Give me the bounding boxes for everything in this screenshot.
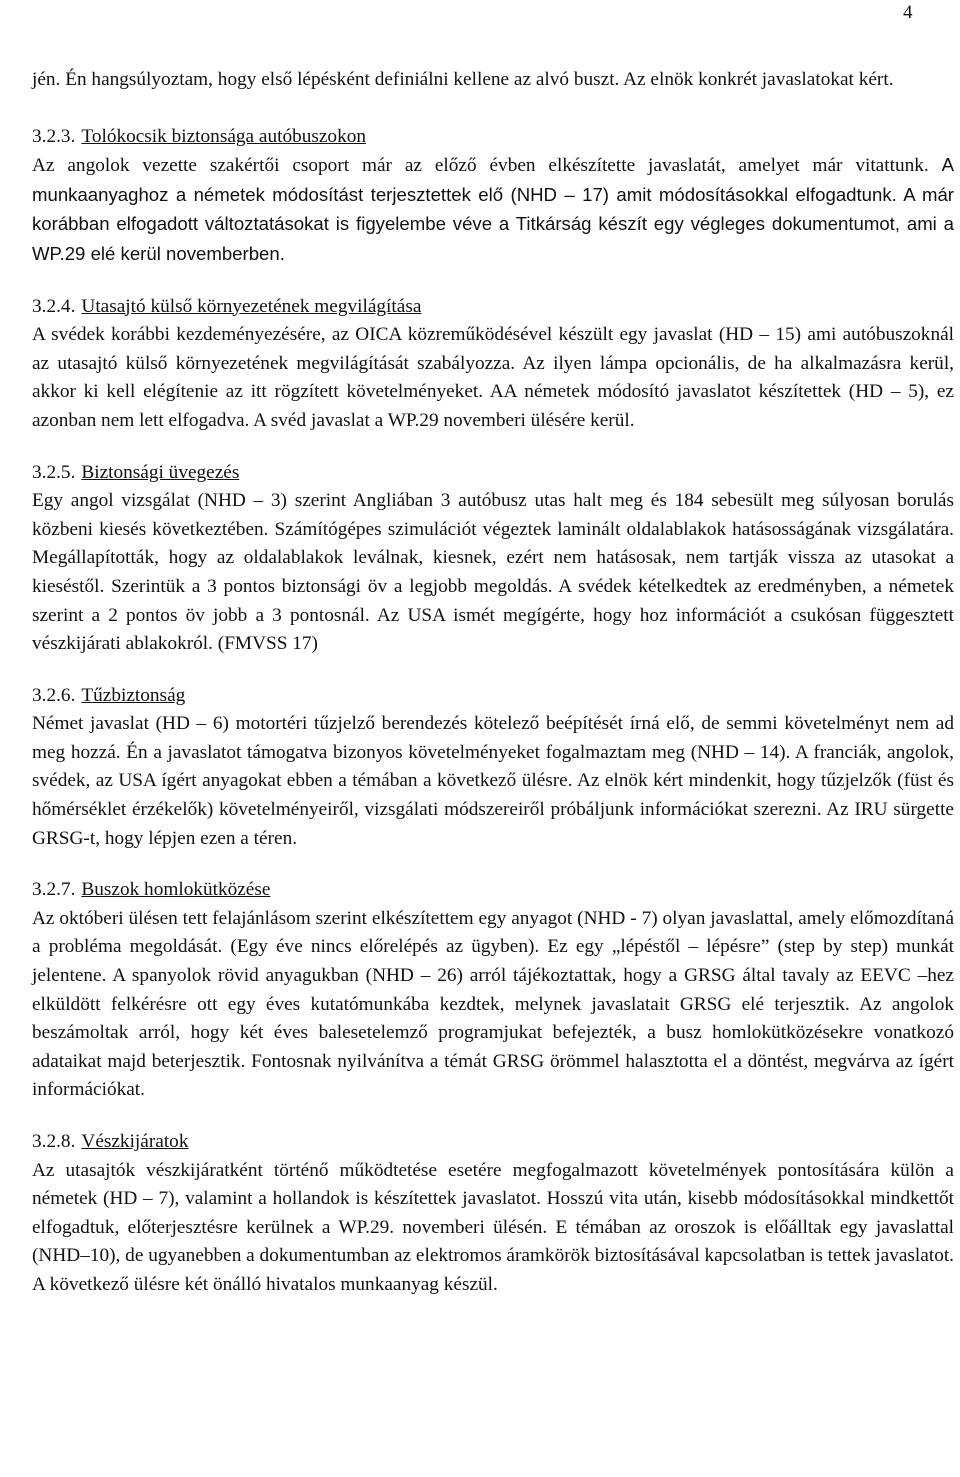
section-3-2-5: [32, 459, 954, 659]
section-paragraph: [32, 151, 954, 269]
section-heading: [32, 293, 954, 322]
page-number: 4: [903, 2, 913, 23]
section-heading: [32, 1128, 954, 1157]
section-3-2-6: [32, 682, 954, 854]
section-3-2-3: [32, 123, 954, 270]
section-body-text: A munkaanyaghoz a németek módosítást terjesztettek elő (NHD – 17) amit módosításokkal elfogadtunk. A már korábban elfogadott változtatásokat is figyelembe véve a Titkárság készít egy végleges dokumentumot, ami a WP.29 elé kerül novemberben.: [32, 154, 954, 264]
section-3-2-7: [32, 876, 954, 1105]
section-3-2-4: [32, 293, 954, 436]
section-paragraph: Az utasajtók vészkijáratként történő működtetése esetére megfogalmazott követelmények pontosítására külön a németek (HD – 7), valamint a hollandok is készítettek javaslatot. Hosszú vita után, kisebb módosításokkal mindkettőt elfogadtuk, előterjesztésre kerülnek a WP.29. novemberi ülésén. E témában az oroszok is előálltak egy javaslattal (NHD–10), de ugyanebben a dokumentumban az elektromos áramkörök biztosításával kapcsolatban is tettek javaslatot. A következő ülésre két önálló hivatalos munkaanyag készül.: [32, 1159, 955, 1295]
section-3-2-8: [32, 1128, 954, 1300]
section-paragraph: Egy angol vizsgálat (NHD – 3) szerint Angliában 3 autóbusz utas halt meg és 184 sebesült meg súlyosan borulás közbeni kiesés következtében. Számítógépes szimulációt végeztek laminált oldalablakok hatásosságának vizsgálatára. Megállapították, hogy az oldalablakok leválnak, kiesnek, ezért nem hatásosak, nem tartják vissza az utasokat a kieséstől. Szerintük a 3 pontos biztonsági öv a legjobb megoldás. A svédek kételkedtek az eredményben, a németek szerint a 2 pontos öv jobb a 3 pontosnál. Az USA ismét megígérte, hogy hoz információt a csukósan függesztett vészkijárati ablakokról. (FMVSS 17): [32, 490, 954, 655]
intro-paragraph: jén. Én hangsúlyoztam, hogy első lépésként definiálni kellene az alvó buszt. Az elnök konkrét javaslatokat kért.: [32, 69, 894, 90]
section-paragraph: A svédek korábbi kezdeményezésére, az OICA közreműködésével készült egy javaslat (HD – 15) ami autóbuszoknál az utasajtó külső környezetének megvilágítását szabályozza. Az ilyen lámpa opcionális, de ha alkalmazásra kerül, akkor ki kell elégítenie az itt rögzített követelményeket. AA németek módosító javaslatot készítettek (HD – 5), ez azonban nem lett elfogadva. A svéd javaslat a WP.29 novemberi ülésére kerül.: [32, 324, 954, 431]
section-title: Biztonsági üvegezés: [81, 461, 240, 483]
section-number: 3.2.3.: [32, 125, 76, 147]
section-number: 3.2.6.: [32, 684, 76, 706]
section-number: 3.2.7.: [32, 879, 76, 901]
section-paragraph: Német javaslat (HD – 6) motortéri tűzjelző berendezés kötelező beépítését írná elő, de semmi követelményt nem ad meg hozzá. Én a javaslatot támogatva bizonyos követelményeket fogalmaztam meg (NHD – 14). A franciák, angolok, svédek, az USA ígért anyagokat ebben a témában a következő ülésre. Az elnök kért mindenkit, hogy tűzjelzők (füst és hőmérséklet érzékelők) követelményeiről, vizsgálati módszereiről próbáljunk információkat szerezni. Az IRU sürgette GRSG-t, hogy lépjen ezen a téren.: [32, 713, 954, 849]
section-heading: [32, 123, 954, 152]
section-number: 3.2.5.: [32, 461, 76, 483]
section-heading: [32, 459, 954, 488]
section-title: Buszok homlokütközése: [81, 879, 271, 901]
section-heading: [32, 876, 954, 905]
document-body: [32, 66, 954, 1300]
section-lead-text: Az angolok vezette szakértői csoport már az előző évben elkészítette javaslatát, amelyet már vitattunk.: [32, 155, 929, 177]
section-title: Vészkijáratok: [81, 1131, 189, 1152]
section-number: 3.2.4.: [32, 295, 76, 317]
section-title: Utasajtó külső környezetének megvilágítása: [81, 295, 422, 317]
section-title: Tolókocsik biztonsága autóbuszokon: [81, 125, 366, 147]
section-heading: [32, 682, 954, 711]
section-number: 3.2.8.: [32, 1131, 76, 1152]
section-paragraph: Az októberi ülésen tett felajánlásom szerint elkészítettem egy anyagot (NHD - 7) olyan javaslattal, amely előmozdítaná a probléma megoldását. (Egy éve nincs előrelépés az ügyben). Ez egy „lépéstől – lépésre” (step by step) munkát jelentene. A spanyolok rövid anyagukban (NHD – 26) arról tájékoztattak, hogy a GRSG által tavaly az EEVC –hez elküldött felkérésre ott egy éves kutatómunkába kezdtek, melynek javaslatait GRSG elé terjesztik. Az angolok beszámoltak arról, hogy két éves balesetelemző programjukat befejezték, a busz homlokütközésekre vonatkozó adataikat majd beterjesztik. Fontosnak nyilvánítva a témát GRSG örömmel halasztotta el a döntést, megvárva az ígért információkat.: [32, 907, 954, 1101]
section-title: Tűzbiztonság: [81, 684, 186, 706]
